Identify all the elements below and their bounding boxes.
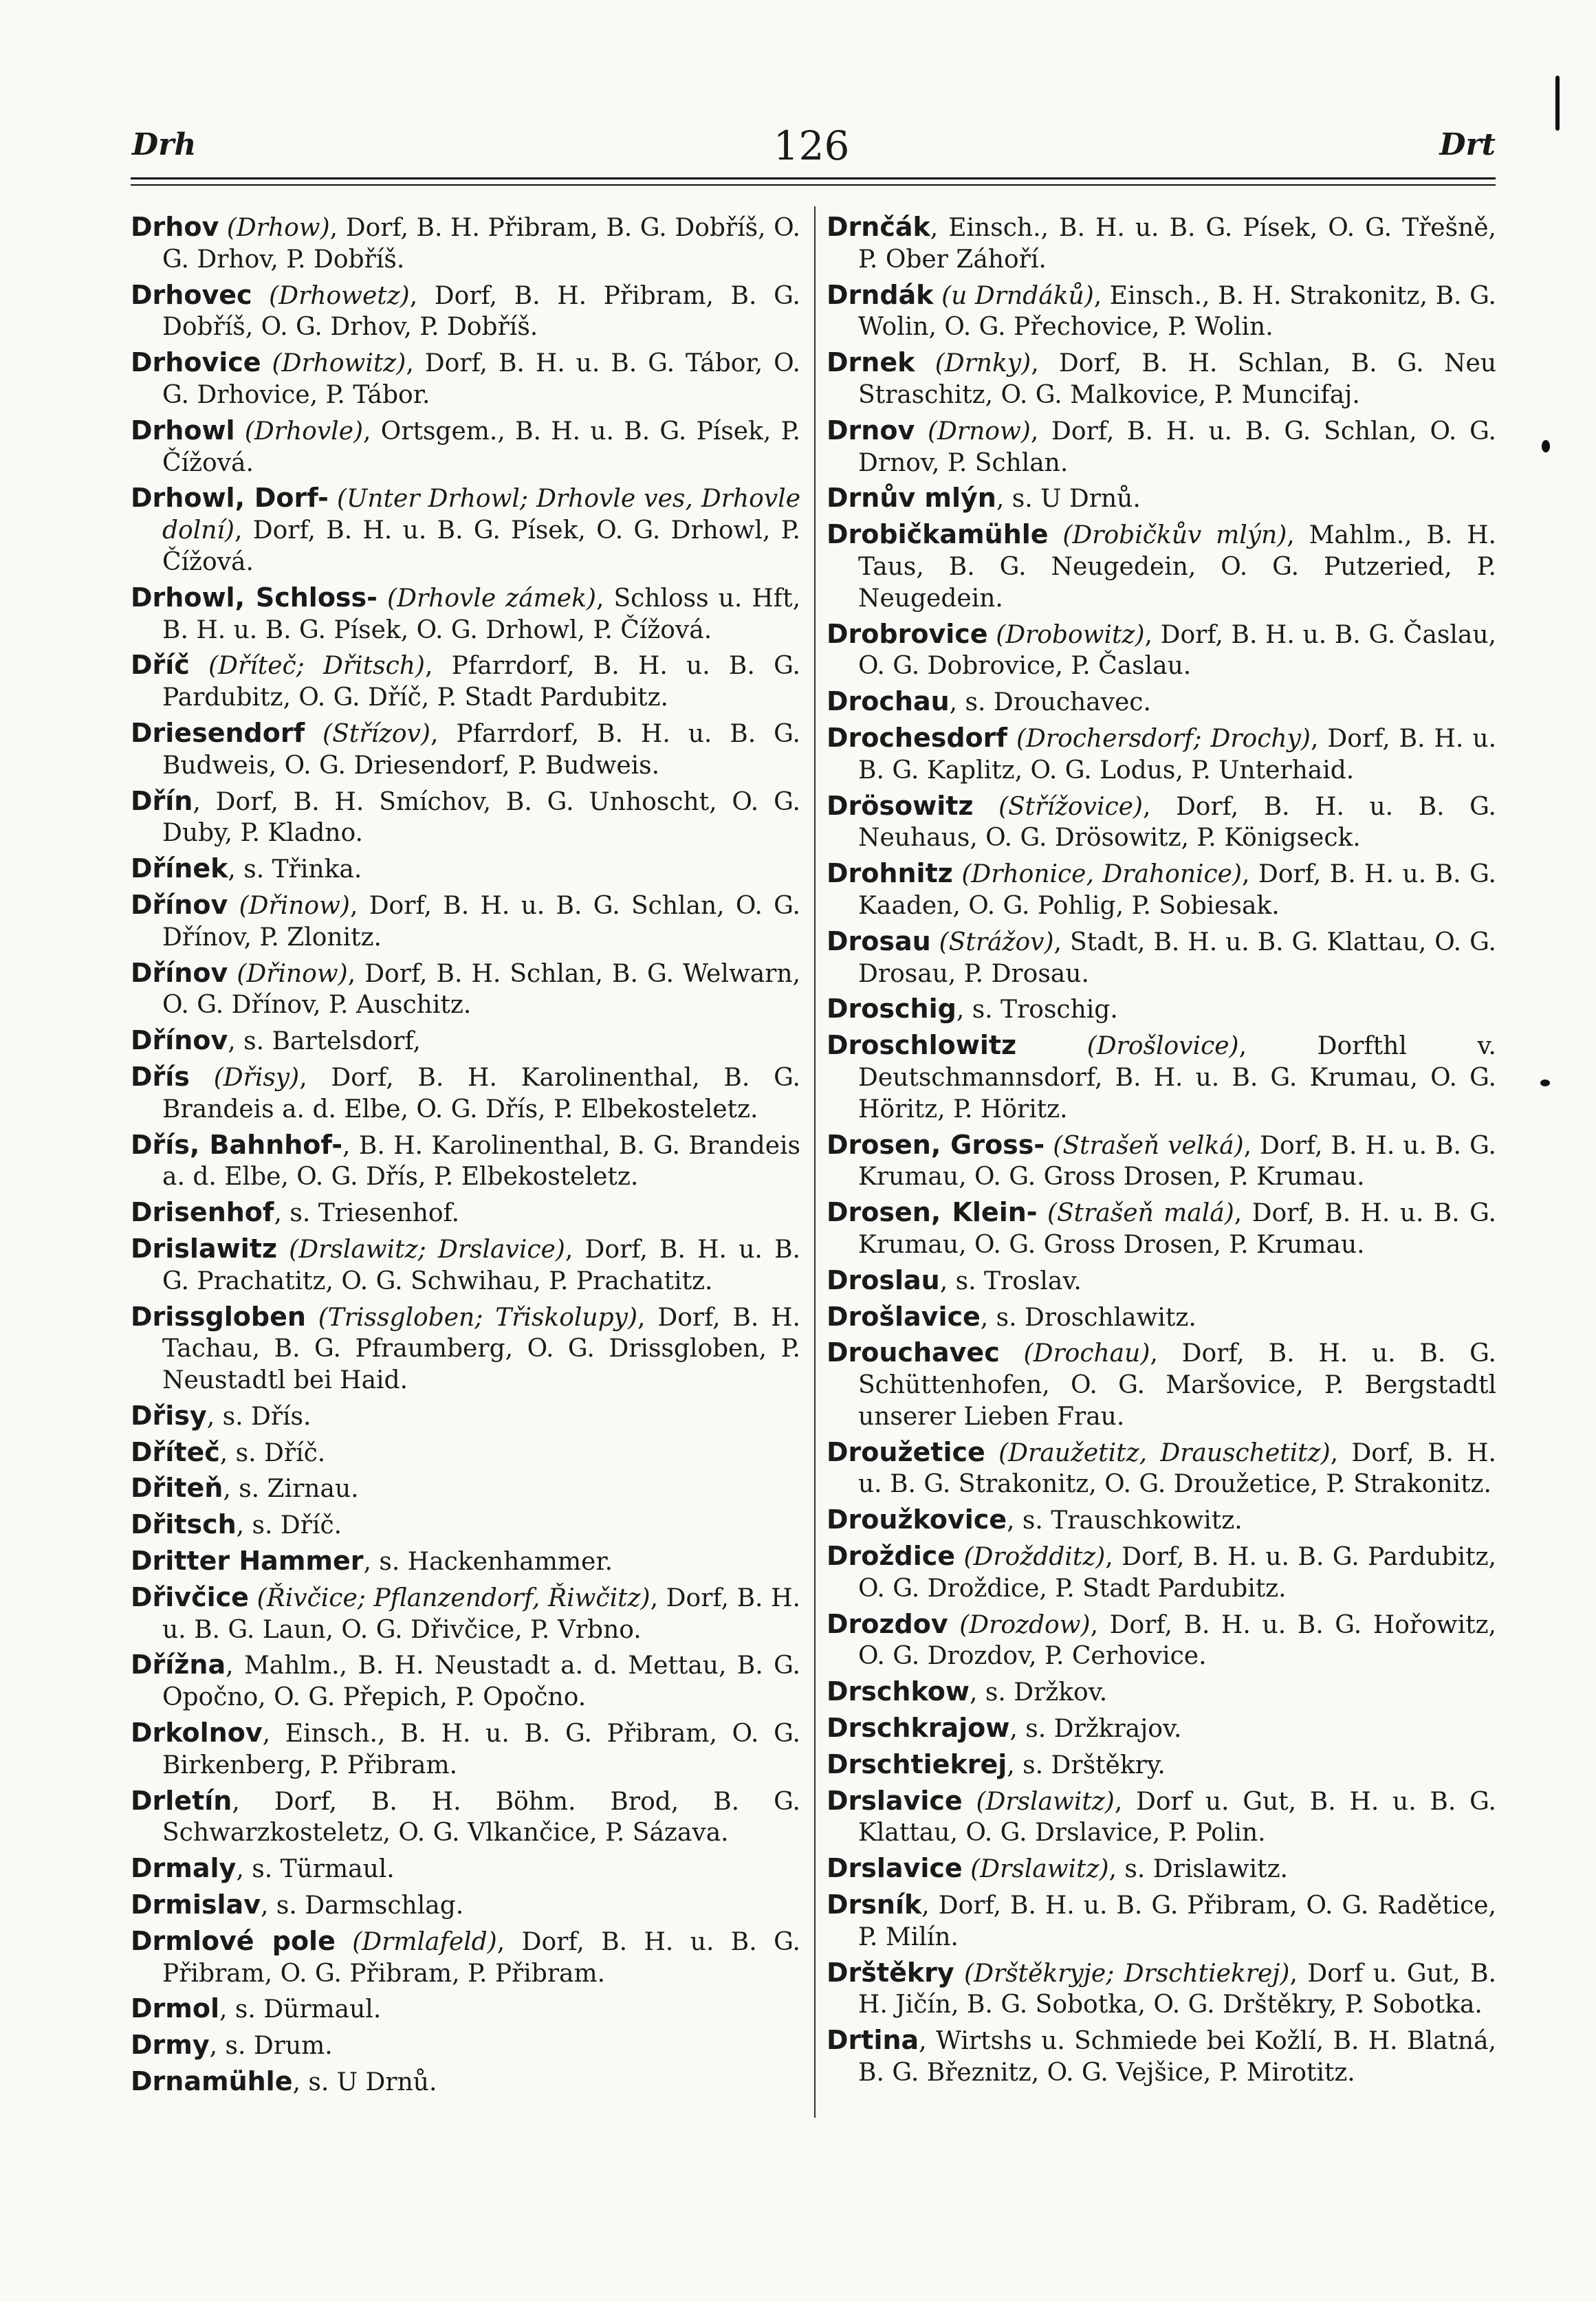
dictionary-entry (827, 723, 1496, 787)
entry-variant-name: (Střízov) (323, 719, 430, 748)
entry-headword: Drndák (827, 279, 934, 310)
entry-variant-name: (Draužetitz, Drauschetitz) (998, 1438, 1331, 1467)
dictionary-entry (131, 958, 800, 1022)
entry-description: , Dorf, B. H. u. B. G. Schlan, O. G. Dřínov, P. Zlonitz. (162, 891, 800, 952)
dictionary-entry (827, 212, 1496, 276)
dictionary-entry (131, 890, 800, 954)
entry-variant-name: (Dřisy) (213, 1063, 300, 1092)
entry-description: , s. Zirnau. (223, 1475, 359, 1504)
entry-description: , B. H. Karolinenthal, B. G. Brandeis a. d. Elbe, O. G. Dřís, P. Elbekosteletz. (162, 1131, 800, 1192)
dictionary-entry (131, 1062, 800, 1126)
entry-description: , s. Drum. (209, 2032, 333, 2061)
entry-headword: Dřínek (131, 853, 228, 884)
entry-variant-name: (Trissgloben; Třiskolupy) (318, 1303, 638, 1332)
entry-description: , Dorf, B. H. u. B. G. Schüttenhofen, O. G. Maršovice, P. Bergstadtl unserer Lieben Frau. (858, 1339, 1496, 1431)
dictionary-entry (827, 1676, 1496, 1709)
entry-headword: Dřín (131, 785, 193, 816)
entry-headword: Dřisy (131, 1400, 207, 1431)
dictionary-entry (131, 1130, 800, 1194)
entry-variant-name: (Drštěkryje; Drschtiekrej) (964, 1959, 1290, 1988)
entry-headword: Drschkrajow (827, 1713, 1010, 1744)
dictionary-entry (131, 1649, 800, 1713)
dictionary-entry (827, 1749, 1496, 1782)
entry-variant-name: (Dříteč; Dřitsch) (208, 652, 425, 681)
entry-description: , Dorf, B. H. Přibram, B. G. Dobříš, O. G. Drhov, P. Dobříš. (162, 214, 800, 274)
entry-description: , Dorf u. Gut, B. H. u. B. G. Klattau, O. G. Drslavice, P. Polin. (858, 1787, 1496, 1848)
dictionary-entry (131, 1718, 800, 1782)
dictionary-entry (827, 1030, 1496, 1125)
dictionary-entry (827, 280, 1496, 344)
entry-variant-name: (Drošlovice) (1086, 1032, 1239, 1061)
dictionary-entry (827, 791, 1496, 855)
entry-headword: Dříteč (131, 1436, 220, 1467)
entry-description: , Dorf, B. H. Smíchov, B. G. Unhoscht, O. G. Duby, P. Kladno. (162, 787, 800, 848)
dictionary-entry (827, 415, 1496, 479)
entry-variant-name: (Drhowetz) (269, 281, 410, 310)
dictionary-entry (827, 1786, 1496, 1850)
entry-headword: Drhov (131, 212, 219, 242)
dictionary-entry (131, 280, 800, 344)
dictionary-entry (827, 926, 1496, 990)
entry-headword: Dřínov (131, 1025, 228, 1056)
entry-description: , s. Třinka. (228, 855, 362, 884)
entry-headword: Drislawitz (131, 1233, 278, 1264)
entry-headword: Drochesdorf (827, 722, 1007, 753)
column-divider (814, 206, 816, 2118)
dictionary-entry (827, 1541, 1496, 1605)
entry-headword: Droždice (827, 1541, 956, 1572)
entry-description: , Dorf, B. H. u. B. G. Přibram, O. G. Radětice, P. Milín. (858, 1892, 1496, 1951)
entry-headword: Drozdov (827, 1608, 948, 1639)
entry-headword: Drmislav (131, 1889, 261, 1920)
entry-variant-name: (Strážov) (939, 928, 1054, 956)
entry-headword: Drobičkamühle (827, 519, 1049, 550)
entry-variant-name: (Drslawitz) (976, 1787, 1115, 1816)
entry-headword: Drhowl, Dorf- (131, 483, 329, 514)
entry-description: , s. Drouchavec. (949, 688, 1151, 717)
entry-variant-name: (Střížovice) (998, 792, 1143, 821)
dictionary-entry (827, 1713, 1496, 1745)
entry-variant-name: (Drobičkův mlýn) (1062, 521, 1287, 550)
entry-variant-name: (u Drndáků) (941, 281, 1094, 310)
entry-headword: Drmol (131, 1993, 220, 2024)
entry-description: , s. Troschig. (956, 996, 1118, 1024)
entry-variant-name: (Dřinow) (239, 891, 350, 920)
entry-headword: Dřínov (131, 889, 228, 920)
entry-headword: Drsník (827, 1889, 922, 1920)
dictionary-entry (131, 2066, 800, 2098)
entry-description: , s. Držkrajov. (1009, 1715, 1182, 1744)
dictionary-entry (827, 1889, 1496, 1953)
entry-description: , Einsch., B. H. Strakonitz, B. G. Wolin, O. G. Přechovice, P. Wolin. (858, 281, 1497, 342)
dictionary-entry (131, 1926, 800, 1990)
entry-headword: Dřiteň (131, 1473, 223, 1504)
entry-headword: Dříč (131, 650, 190, 681)
dictionary-entry (827, 1853, 1496, 1885)
entry-description: , Wirtshs u. Schmiede bei Kožlí, B. H. Blatná, B. G. Březnitz, O. G. Vejšice, P. Mirotitz. (858, 2027, 1496, 2087)
entry-description: , Einsch., B. H. u. B. G. Písek, O. G. Třešně, P. Ober Záhoří. (858, 214, 1496, 274)
entry-headword: Droužetice (827, 1436, 985, 1467)
entry-variant-name: (Strašeň velká) (1053, 1131, 1244, 1160)
entry-headword: Drletín (131, 1785, 232, 1816)
entry-headword: Dřínov (131, 957, 228, 988)
entry-description: , Ortsgem., B. H. u. B. G. Písek, P. Čížová. (162, 417, 800, 477)
dictionary-entry (827, 1265, 1496, 1297)
entry-description: , Pfarrdorf, B. H. u. B. G. Budweis, O. G. Driesendorf, P. Budweis. (162, 719, 800, 780)
header-left-catchword: Drh (132, 127, 197, 162)
entry-description: , s. Droschlawitz. (980, 1303, 1196, 1332)
entry-variant-name: (Drhovle) (244, 417, 364, 446)
entry-headword: Drosen, Klein- (827, 1197, 1038, 1228)
entry-description: , Dorf, B. H. Tachau, B. G. Pfraumberg, O. G. Drissgloben, P. Neustadtl bei Haid. (162, 1303, 800, 1395)
entry-description: , Dorf, B. H. u. B. G. Hořowitz, O. G. Drozdov, P. Cerhovice. (858, 1610, 1496, 1671)
dictionary-entry (827, 347, 1496, 411)
header-right-catchword: Drt (1439, 127, 1496, 162)
entry-description: , Dorf, B. H. u. B. G. Písek, O. G. Drhowl, P. Čížová. (162, 516, 800, 576)
entry-headword: Dřížna (131, 1649, 226, 1680)
entry-headword: Droslau (827, 1264, 940, 1295)
entry-variant-name: (Drhovle zámek) (387, 584, 596, 613)
entry-headword: Drslavice (827, 1785, 963, 1816)
header-rule-thin (131, 184, 1496, 186)
entry-headword: Drslavice (827, 1853, 963, 1884)
entry-headword: Drmaly (131, 1853, 237, 1884)
dictionary-entry (827, 1130, 1496, 1194)
entry-description: , Dorf, B. H. u. B. G. Schlan, O. G. Drnov, P. Schlan. (858, 417, 1496, 477)
dictionary-entry (131, 212, 800, 276)
entry-variant-name: (Drslawitz; Drslavice) (289, 1235, 565, 1264)
entry-description: , s. Držkov. (969, 1678, 1108, 1707)
entry-variant-name: (Unter Drhowl; Drhovle ves, Drhovle dolní) (162, 485, 801, 545)
entry-headword: Drnův mlýn (827, 483, 996, 514)
dictionary-entry (131, 1302, 800, 1396)
left-column (131, 212, 800, 2103)
entry-description: , Stadt, B. H. u. B. G. Klattau, O. G. Drosau, P. Drosau. (858, 928, 1496, 988)
entry-description: , Dorf u. Gut, B. H. Jičín, B. G. Sobotka, O. G. Drštěkry, P. Sobotka. (858, 1959, 1496, 2019)
dictionary-entry (131, 582, 800, 646)
entry-variant-name: (Drozdow) (959, 1610, 1091, 1639)
dictionary-entry (131, 718, 800, 782)
entry-headword: Dřís, Bahnhof- (131, 1129, 343, 1160)
entry-description: , s. U Drnů. (996, 485, 1141, 514)
entry-description: , Dorf, B. H. Schlan, B. G. Welwarn, O. G. Dřínov, P. Auschitz. (162, 959, 800, 1020)
dictionary-entry (131, 1889, 800, 1922)
dictionary-entry (827, 994, 1496, 1026)
entry-description: , Pfarrdorf, B. H. u. B. G. Pardubitz, O. G. Dříč, P. Stadt Pardubitz. (162, 652, 800, 712)
dictionary-entry (131, 2030, 800, 2062)
dictionary-entry (131, 1786, 800, 1850)
entry-variant-name: (Drnow) (928, 417, 1031, 446)
entry-variant-name: (Drnky) (934, 349, 1031, 378)
entry-description: , s. U Drnů. (292, 2068, 437, 2097)
dictionary-entry (827, 2025, 1496, 2089)
entry-description: , Dorf, B. H. u. B. G. Krumau, O. G. Gross Drosen, P. Krumau. (858, 1199, 1497, 1259)
ink-speck (1542, 440, 1550, 452)
entry-variant-name: (Drhowitz) (272, 349, 406, 378)
entry-description: , Dorf, B. H. Karolinenthal, B. G. Brandeis a. d. Elbe, O. G. Dřís, P. Elbekosteletz. (162, 1063, 800, 1123)
entry-headword: Drhowl (131, 415, 235, 446)
dictionary-entry (131, 1546, 800, 1578)
entry-description: , Schloss u. Hft, B. H. u. B. G. Písek, O. G. Drhowl, P. Čížová. (162, 584, 801, 644)
entry-description: , Dorf, B. H. Böhm. Brod, B. G. Schwarzkosteletz, O. G. Vlkančice, P. Sázava. (162, 1787, 800, 1848)
dictionary-entry (131, 1993, 800, 2026)
page-number: 126 (773, 122, 850, 169)
dictionary-entry (131, 1437, 800, 1469)
dictionary-entry (131, 483, 800, 578)
dictionary-entry (131, 415, 800, 479)
dictionary-entry (131, 1025, 800, 1057)
entry-headword: Droschlowitz (827, 1030, 1017, 1061)
dictionary-entry (827, 483, 1496, 515)
entry-headword: Drmlové pole (131, 1925, 336, 1956)
entry-description: , Dorf, B. H. u. B. G. Přibram, O. G. Přibram, P. Přibram. (162, 1927, 801, 1988)
entry-description: , Dorf, B. H. u. B. G. Tábor, O. G. Drhovice, P. Tábor. (162, 349, 800, 409)
dictionary-entry (131, 347, 800, 411)
dictionary-entry (827, 1197, 1496, 1261)
entry-headword: Drštěkry (827, 1957, 954, 1988)
page-edge-mark (1555, 76, 1560, 131)
header-rule-thick (131, 177, 1496, 179)
entry-description: , Dorf, B. H. Přibram, B. G. Dobříš, O. G. Drhov, P. Dobříš. (162, 281, 800, 342)
ink-speck (1540, 1079, 1550, 1086)
entry-headword: Droschig (827, 994, 956, 1024)
entry-description: , Dorf, B. H. Schlan, B. G. Neu Straschitz, O. G. Malkovice, P. Muncifaj. (858, 349, 1497, 409)
entry-headword: Drohnitz (827, 858, 953, 889)
entry-description: , Dorf, B. H. u. B. G. Časlau, O. G. Dobrovice, P. Časlau. (858, 620, 1496, 681)
entry-variant-name: (Dřinow) (237, 959, 348, 988)
entry-headword: Drmy (131, 2030, 210, 2061)
dictionary-entry (131, 1582, 800, 1646)
entry-headword: Dřitsch (131, 1509, 237, 1540)
entry-headword: Drobrovice (827, 618, 988, 649)
entry-headword: Drosau (827, 925, 931, 956)
dictionary-entry (131, 853, 800, 886)
entry-headword: Drisenhof (131, 1197, 274, 1228)
entry-description: , Dorf, B. H. u. B. G. Kaplitz, O. G. Lodus, P. Unterhaid. (858, 724, 1497, 785)
entry-description: , s. Drislawitz. (1108, 1855, 1288, 1884)
entry-headword: Drnov (827, 415, 915, 446)
entry-headword: Drschtiekrej (827, 1749, 1007, 1779)
entry-description: , s. Drštěkry. (1007, 1751, 1166, 1779)
entry-variant-name: (Droždditz) (963, 1543, 1106, 1572)
entry-description: , s. Hackenhammer. (363, 1548, 613, 1577)
dictionary-entry (827, 1337, 1496, 1432)
entry-headword: Drhovice (131, 347, 261, 378)
entry-description: , s. Dřís. (206, 1402, 311, 1431)
entry-headword: Drošlavice (827, 1301, 981, 1332)
entry-description: , s. Türmaul. (236, 1855, 395, 1884)
entry-description: , s. Triesenhof. (274, 1199, 460, 1228)
dictionary-entry (131, 1853, 800, 1885)
entry-headword: Driesendorf (131, 717, 305, 748)
entry-variant-name: (Drhow) (226, 214, 330, 242)
dictionary-entry (131, 786, 800, 850)
entry-headword: Drissgloben (131, 1301, 306, 1332)
entry-headword: Drosen, Gross- (827, 1129, 1045, 1160)
entry-variant-name: (Drmlafeld) (352, 1927, 497, 1956)
entry-headword: Drkolnov (131, 1718, 263, 1749)
entry-variant-name: (Drhonice, Drahonice) (961, 860, 1243, 889)
dictionary-entry (827, 1609, 1496, 1673)
entry-headword: Drösowitz (827, 790, 974, 821)
entry-description: , Dorfthl v. Deutschmannsdorf, B. H. u. B. G. Krumau, O. G. Höritz, P. Höritz. (858, 1032, 1497, 1123)
dictionary-entry (131, 1234, 800, 1297)
entry-description: , s. Dříč. (219, 1438, 326, 1467)
entry-description: , Dorf, B. H. u. B. G. Strakonitz, O. G. Droužetice, P. Strakonitz. (858, 1438, 1496, 1499)
entry-description: , s. Dürmaul. (219, 1995, 382, 2024)
dictionary-entry (827, 858, 1496, 922)
entry-description: , s. Trauschkowitz. (1007, 1506, 1243, 1535)
entry-headword: Drtina (827, 2025, 919, 2056)
dictionary-entry (827, 686, 1496, 719)
entry-description: , Dorf, B. H. u. B. G. Krumau, O. G. Gross Drosen, P. Krumau. (858, 1131, 1497, 1192)
entry-headword: Drochau (827, 686, 950, 717)
dictionary-entry (131, 1401, 800, 1433)
dictionary-entry (131, 1197, 800, 1229)
entry-description: , Mahlm., B. H. Taus, B. G. Neugedein, O. G. Putzeried, P. Neugedein. (858, 521, 1496, 613)
entry-description: , Einsch., B. H. u. B. G. Přibram, O. G. Birkenberg, P. Přibram. (162, 1720, 800, 1779)
entry-headword: Drnek (827, 347, 915, 378)
dictionary-entry (827, 1504, 1496, 1537)
dictionary-entry (827, 1302, 1496, 1334)
entry-description: , Dorf, B. H. u. B. G. Neuhaus, O. G. Drösowitz, P. Königseck. (858, 792, 1496, 853)
entry-headword: Droužkovice (827, 1504, 1007, 1535)
dictionary-entry (827, 1958, 1496, 2021)
entry-variant-name: (Strašeň malá) (1047, 1199, 1234, 1228)
entry-headword: Drhovec (131, 279, 252, 310)
entry-description: , Dorf, B. H. u. B. G. Pardubitz, O. G. Droždice, P. Stadt Pardubitz. (858, 1543, 1496, 1603)
entry-description: , Dorf, B. H. u. B. G. Prachatitz, O. G. Schwihau, P. Prachatitz. (162, 1235, 800, 1295)
entry-description: , s. Troslav. (939, 1267, 1082, 1295)
entry-headword: Dritter Hammer (131, 1546, 364, 1577)
entry-headword: Drouchavec (827, 1337, 1000, 1368)
entry-variant-name: (Drslawitz) (970, 1855, 1109, 1884)
dictionary-entry (827, 1437, 1496, 1501)
dictionary-entry (827, 519, 1496, 614)
entry-description: , s. Dříč. (236, 1511, 342, 1540)
entry-headword: Drhowl, Schloss- (131, 582, 378, 613)
entry-headword: Drschkow (827, 1676, 970, 1707)
dictionary-entry (131, 1509, 800, 1542)
entry-headword: Drnčák (827, 212, 930, 242)
entry-description: , Dorf, B. H. u. B. G. Kaaden, O. G. Pohlig, P. Sobiesak. (858, 860, 1496, 920)
entry-variant-name: (Řivčice; Pflanzendorf, Řiwčitz) (256, 1583, 651, 1612)
dictionary-entry (131, 1473, 800, 1505)
dictionary-entry (827, 619, 1496, 683)
entry-variant-name: (Drobowitz) (996, 620, 1145, 649)
entry-headword: Dřivčice (131, 1581, 249, 1612)
dictionary-entry (131, 650, 800, 714)
entry-description: , s. Bartelsdorf, (228, 1027, 421, 1056)
entry-description: , Dorf, B. H. u. B. G. Laun, O. G. Dřivčice, P. Vrbno. (162, 1583, 800, 1644)
entry-headword: Drnamühle (131, 2066, 293, 2097)
right-column (827, 212, 1496, 2093)
entry-headword: Dřís (131, 1061, 190, 1092)
entry-description: , Mahlm., B. H. Neustadt a. d. Mettau, B. G. Opočno, O. G. Přepich, P. Opočno. (162, 1652, 800, 1712)
entry-variant-name: (Drochau) (1023, 1339, 1150, 1368)
entry-description: , s. Darmschlag. (260, 1892, 464, 1920)
entry-variant-name: (Drochersdorf; Drochy) (1016, 724, 1311, 753)
